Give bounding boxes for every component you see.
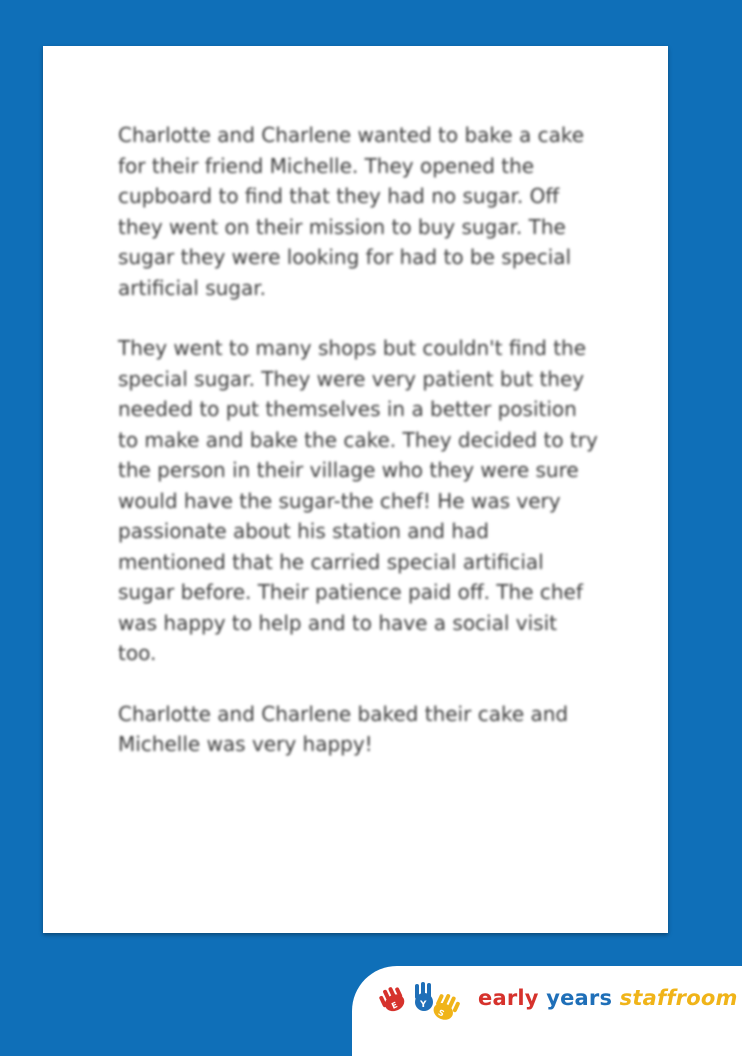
brand-wordmark xyxy=(478,986,738,1010)
story-paragraph-1: Charlotte and Charlene wanted to bake a cake for their friend Michelle. They opened the cupboard to find that they had no sugar. Off they went on their mission to buy sugar. The sugar they were looking for had to be special artificial sugar. xyxy=(118,123,585,300)
brand-word-staffroom: staffroom xyxy=(619,986,738,1010)
brand-word-early: early xyxy=(478,986,539,1010)
brand-word-years: years xyxy=(546,986,613,1010)
hands-logo-icon xyxy=(372,976,474,1026)
document-page xyxy=(43,46,668,933)
brand-badge xyxy=(352,966,742,1056)
svg-text:S: S xyxy=(436,1007,446,1019)
svg-text:E: E xyxy=(390,1000,399,1011)
story-paragraph-3: Charlotte and Charlene baked their cake and Michelle was very happy! xyxy=(118,701,569,756)
svg-text:Y: Y xyxy=(420,1000,427,1010)
story-paragraph-2: They went to many shops but couldn't find the special sugar. They were very patient but they needed to put themselves in a better position to make and bake the cake. They decided to try the person in their village who they were sure would have the sugar-the chef! He was very passionate about his station and had mentioned that he carried special artificial sugar before. Their patience paid off. The chef was happy to help and to have a social visit too. xyxy=(118,336,598,665)
story-text xyxy=(118,120,598,790)
